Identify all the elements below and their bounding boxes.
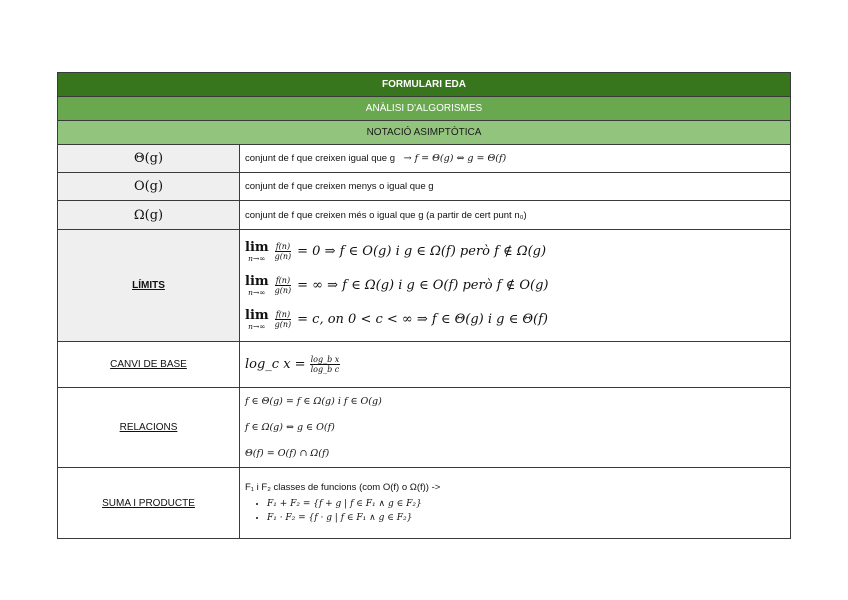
fraction-numerator: f(n) [275, 242, 291, 251]
lim-word: lim [245, 239, 269, 255]
sheet-title: FORMULARI EDA [58, 73, 790, 97]
limits-row [58, 230, 790, 342]
lim-subscript: n→∞ [248, 321, 266, 331]
bigo-row [58, 173, 790, 201]
bigo-definition: conjunt de f que creixen menys o igual que g [245, 181, 434, 192]
limit-fraction [275, 276, 292, 295]
section-title: ANÀLISI D'ALGORISMES [58, 97, 790, 121]
theta-row [58, 145, 790, 173]
subsection-title: NOTACIÓ ASIMPTÒTICA [58, 121, 790, 145]
sum-product-intro: F₁ i F₂ classes de funcions (com O(f) o Ω(f)) -> [245, 481, 441, 493]
limits-label: LÍMITS [132, 280, 165, 291]
lim-word: lim [245, 307, 269, 323]
limit-operator [245, 309, 269, 331]
fraction-denominator: g(n) [274, 252, 292, 261]
sum-product-row [58, 468, 790, 538]
change-of-base-row [58, 342, 790, 388]
limit-result: = 0 ⇒ f ∈ O(g) i g ∈ Ω(f) però f ∉ Ω(g) [297, 244, 547, 259]
limit-operator [245, 275, 269, 297]
limits-formulas-cell [240, 230, 790, 341]
change-of-base-label-cell [58, 342, 240, 387]
change-of-base-lhs: log_c x = [245, 357, 306, 372]
relation-line: Θ(f) = O(f) ∩ Ω(f) [245, 447, 330, 459]
limit-line [245, 269, 785, 303]
change-of-base-fraction [310, 355, 341, 374]
theta-formula: → f = Θ(g) ⇔ g = Θ(f) [403, 153, 507, 164]
lim-subscript: n→∞ [248, 253, 266, 263]
theta-definition: conjunt de f que creixen igual que g [245, 153, 395, 164]
change-of-base-formula-cell [240, 342, 790, 387]
sum-product-formulas-cell [240, 468, 790, 538]
formula-sheet [57, 72, 791, 539]
fraction-denominator: g(n) [274, 286, 292, 295]
relations-formulas-cell [240, 388, 790, 467]
omega-symbol: Ω(g) [133, 207, 164, 223]
limit-result: = c, on 0 < c < ∞ ⇒ f ∈ Θ(g) i g ∈ Θ(f) [297, 312, 548, 327]
relations-row [58, 388, 790, 468]
limit-fraction [275, 242, 292, 261]
change-of-base-label: CANVI DE BASE [110, 359, 187, 370]
limit-line [245, 303, 785, 337]
fraction-numerator: f(n) [275, 310, 291, 319]
bigo-symbol-cell [58, 173, 240, 200]
limit-line [245, 235, 785, 269]
omega-definition: conjunt de f que creixen més o igual que g (a partir de cert punt n₀) [245, 209, 527, 221]
fraction-denominator: g(n) [274, 320, 292, 329]
lim-word: lim [245, 273, 269, 289]
omega-definition-cell [240, 201, 790, 229]
sum-product-label: SUMA I PRODUCTE [102, 497, 195, 509]
sum-product-list [245, 497, 785, 525]
list-item: • F₁ · F₂ = {f · g | f ∈ F₁ ∧ g ∈ F₂} [267, 511, 785, 525]
theta-definition-cell [240, 145, 790, 172]
relation-line: f ∈ Θ(g) = f ∈ Ω(g) i f ∈ O(g) [245, 395, 382, 407]
limit-operator [245, 241, 269, 263]
fraction-numerator: f(n) [275, 276, 291, 285]
relations-label-cell [58, 388, 240, 467]
relation-line: f ∈ Ω(g) ⇔ g ∈ O(f) [245, 421, 335, 433]
limit-result: = ∞ ⇒ f ∈ Ω(g) i g ∈ O(f) però f ∉ O(g) [297, 278, 549, 293]
sum-product-label-cell [58, 468, 240, 538]
omega-row [58, 201, 790, 230]
limit-fraction [275, 310, 292, 329]
change-of-base-denominator: log_b c [310, 365, 340, 374]
list-item: • F₁ + F₂ = {f + g | f ∈ F₁ ∧ g ∈ F₂} [267, 497, 785, 511]
change-of-base-numerator: log_b x [310, 355, 340, 364]
theta-symbol: Θ(g) [133, 151, 164, 166]
omega-symbol-cell [58, 201, 240, 229]
bigo-symbol: O(g) [133, 179, 164, 194]
lim-subscript: n→∞ [248, 287, 266, 297]
relations-label: RELACIONS [119, 422, 178, 433]
bigo-definition-cell [240, 173, 790, 200]
theta-symbol-cell [58, 145, 240, 172]
limits-label-cell [58, 230, 240, 341]
